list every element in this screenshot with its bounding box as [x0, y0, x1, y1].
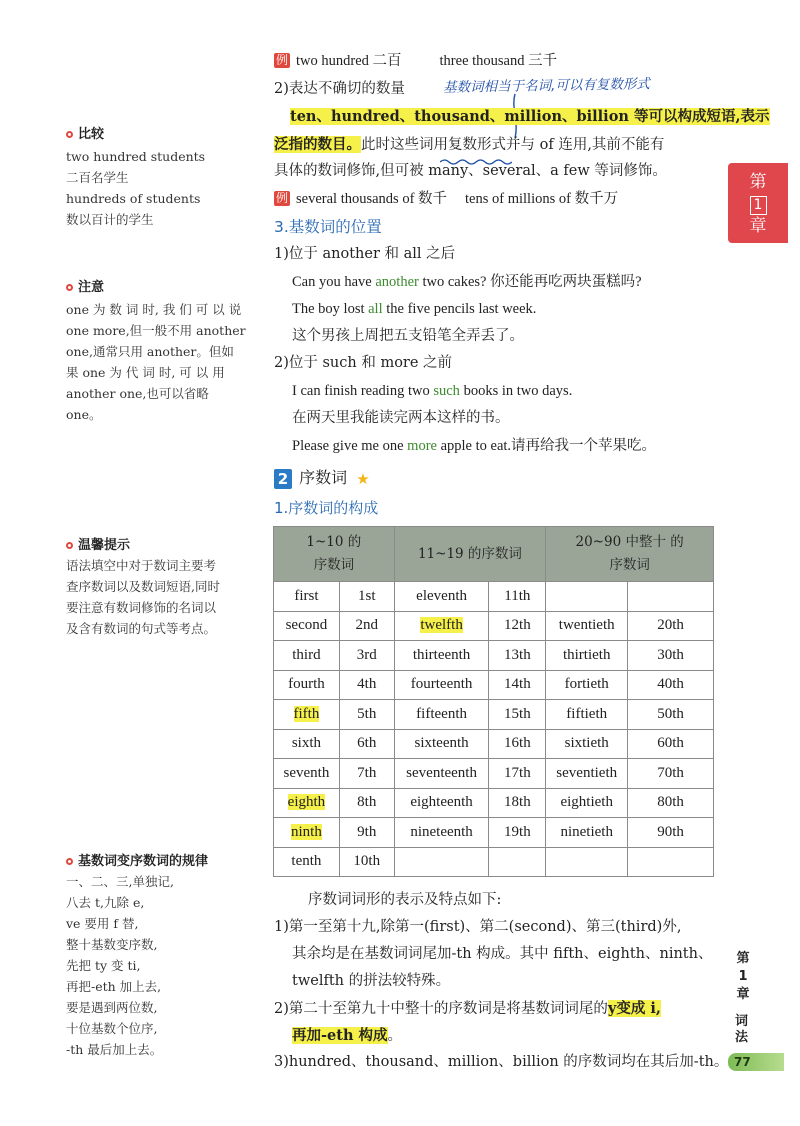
table-cell: [628, 847, 714, 877]
compare-line: hundreds of students: [66, 191, 201, 206]
table-row: [274, 670, 714, 700]
sentence-3: I can finish reading two such books in two days.: [292, 383, 573, 399]
sidebar-rule: [66, 850, 251, 1060]
table-cell: seventieth: [546, 759, 628, 789]
table-row: [274, 847, 714, 877]
table-cell: fourteenth: [394, 670, 489, 700]
tip-line: 及含有数词的句式等考点。: [66, 621, 217, 636]
table-cell: [394, 847, 489, 877]
rule-line: 一、二、三,单独记,: [66, 874, 174, 889]
table-cell: 40th: [628, 670, 714, 700]
table-cell: [489, 847, 546, 877]
footer-section: 词法: [735, 1014, 749, 1045]
tip-line: 语法填空中对于数词主要考: [66, 558, 217, 573]
bullet-icon: [66, 284, 73, 291]
tip-line: 查序数词以及数词短语,同时: [66, 579, 220, 594]
table-row: [274, 700, 714, 730]
chapter-tab[interactable]: [728, 163, 788, 243]
table-cell: 80th: [628, 788, 714, 818]
example-line-1: [274, 48, 557, 75]
table-cell: fifth: [274, 700, 340, 730]
paragraph-line-2: [274, 131, 664, 159]
table-cell: ninetieth: [546, 818, 628, 848]
table-cell: sixtieth: [546, 729, 628, 759]
rule-2b: 再加-eth 构成。: [292, 1027, 403, 1044]
point-1: 1)位于 another 和 all 之后: [274, 246, 456, 262]
compare-title: 比较: [78, 127, 105, 142]
table-row: [274, 818, 714, 848]
table-cell: 4th: [339, 670, 394, 700]
table-row: [274, 641, 714, 671]
page-number: 77: [734, 1055, 751, 1069]
table-cell: fortieth: [546, 670, 628, 700]
note-line: another one,也可以省略 one。: [66, 386, 209, 422]
keyword: more: [407, 438, 437, 454]
table-cell: 2nd: [339, 611, 394, 641]
table-cell: fiftieth: [546, 700, 628, 730]
table-cell: 8th: [339, 788, 394, 818]
rule-3: 3)hundred、thousand、million、billion 的序数词均在其后加-th。: [274, 1054, 729, 1070]
table-header: 1~10 的 序数词: [274, 527, 395, 582]
note-line: one,通常只用 another。但如: [66, 344, 234, 359]
table-cell: [628, 582, 714, 612]
example-label: 例: [276, 191, 289, 205]
table-cell: 11th: [489, 582, 546, 612]
table-cell: 6th: [339, 729, 394, 759]
rule-line: -th 最后加上去。: [66, 1042, 163, 1057]
keyword: all: [368, 301, 383, 317]
table-cell: fifteenth: [394, 700, 489, 730]
example-line-2: [274, 186, 618, 213]
table-cell: second: [274, 611, 340, 641]
table-cell: 16th: [489, 729, 546, 759]
table-cell: 3rd: [339, 641, 394, 671]
sentence-4: Please give me one more apple to eat.请再给我一个苹果吃。: [292, 438, 657, 454]
table-row: [274, 788, 714, 818]
table-cell: twentieth: [546, 611, 628, 641]
rule-line: 整十基数变序数,: [66, 937, 158, 952]
highlight-text: y变成 i,: [607, 1000, 661, 1017]
table-cell: 30th: [628, 641, 714, 671]
table-cell: 10th: [339, 847, 394, 877]
table-cell: 19th: [489, 818, 546, 848]
table-cell: third: [274, 641, 340, 671]
bullet-icon: [66, 858, 73, 865]
table-cell: 17th: [489, 759, 546, 789]
table-cell: 50th: [628, 700, 714, 730]
section-heading: 3.基数词的位置: [274, 218, 382, 236]
table-cell: 12th: [489, 611, 546, 641]
table-cell: seventeenth: [394, 759, 489, 789]
footer-chapter: 第 1 章: [736, 951, 750, 1002]
rule-line: 要是遇到两位数,: [66, 1000, 158, 1015]
section-title: 序数词: [299, 468, 348, 487]
table-header: 20~90 中整十 的序数词: [546, 527, 714, 582]
table-cell: ninth: [274, 818, 340, 848]
chapter-tab-top: 第: [749, 172, 767, 192]
rule-line: 八去 t,九除 e,: [66, 895, 145, 910]
subheading: 1.序数词的构成: [274, 499, 379, 517]
keyword: such: [433, 383, 460, 399]
section-2-heading: [274, 465, 370, 489]
highlight-text: 再加-eth 构成: [292, 1027, 388, 1044]
bullet-icon: [66, 542, 73, 549]
note-line: one more,但一般不用 another: [66, 323, 246, 338]
table-row: [274, 729, 714, 759]
table-cell: thirtieth: [546, 641, 628, 671]
paragraph-text: 此时这些词用复数形式并与 of 连用,其前不能有: [361, 137, 665, 153]
table-cell: 18th: [489, 788, 546, 818]
table-cell: nineteenth: [394, 818, 489, 848]
bullet-icon: [66, 131, 73, 138]
handwritten-note: 基数词相当于名词,可以有复数形式: [442, 76, 650, 96]
table-cell: 1st: [339, 582, 394, 612]
table-cell: seventh: [274, 759, 340, 789]
rule-1b: 其余均是在基数词词尾加-th 构成。其中 fifth、eighth、ninth、: [292, 946, 713, 962]
sidebar-note: [66, 276, 246, 425]
example-text: tens of millions of 数千万: [465, 191, 619, 207]
table-cell: twelfth: [394, 611, 489, 641]
point-2: 2)表达不确切的数量: [274, 81, 405, 97]
table-cell: 9th: [339, 818, 394, 848]
table-cell: eighteenth: [394, 788, 489, 818]
table-cell: eightieth: [546, 788, 628, 818]
table-header-row: [274, 527, 714, 582]
example-text: three thousand 三千: [439, 53, 558, 69]
rule-line: 先把 ty 变 ti,: [66, 958, 141, 973]
table-cell: 7th: [339, 759, 394, 789]
table-cell: 60th: [628, 729, 714, 759]
table-cell: thirteenth: [394, 641, 489, 671]
table-cell: eleventh: [394, 582, 489, 612]
keyword: another: [375, 274, 419, 290]
table-cell: 90th: [628, 818, 714, 848]
note-title: 注意: [78, 280, 105, 295]
table-cell: tenth: [274, 847, 340, 877]
table-row: [274, 582, 714, 612]
section-number: 2: [274, 469, 292, 489]
sentence-2: The boy lost all the five pencils last week.: [292, 301, 537, 317]
tip-line: 要注意有数词修饰的名词以: [66, 600, 217, 615]
rule-1c: twelfth 的拼法较特殊。: [292, 973, 451, 989]
example-label: 例: [276, 53, 289, 67]
table-cell: 5th: [339, 700, 394, 730]
note-line: 果 one 为 代 词 时, 可 以 用: [66, 365, 225, 380]
highlight-text: 泛指的数目。: [274, 136, 361, 153]
sidebar-compare: [66, 123, 251, 230]
ordinal-table: [273, 526, 714, 877]
page-number-bar: [728, 1053, 784, 1071]
tip-title: 温馨提示: [78, 538, 131, 553]
table-row: [274, 759, 714, 789]
rule-line: ve 要用 f 替,: [66, 916, 139, 931]
table-cell: 70th: [628, 759, 714, 789]
point-2b: 2)位于 such 和 more 之前: [274, 355, 453, 371]
table-cell: sixteenth: [394, 729, 489, 759]
note-line: one 为 数 词 时, 我 们 可 以 说: [66, 302, 242, 317]
compare-line: two hundred students: [66, 149, 206, 164]
sentence-2-cn: 这个男孩上周把五支铅笔全弄丢了。: [292, 328, 524, 344]
table-cell: fourth: [274, 670, 340, 700]
rule-line: 十位基数个位序,: [66, 1021, 158, 1036]
example-text: two hundred 二百: [296, 53, 402, 69]
paragraph-line-3: 具体的数词修饰,但可被 many、several、a few 等词修饰。: [274, 163, 667, 179]
sidebar-tip: [66, 534, 251, 639]
intro-line: 序数词词形的表示及特点如下:: [308, 892, 502, 908]
sentence-3-cn: 在两天里我能读完两本这样的书。: [292, 410, 510, 426]
highlight-text: ten、hundred、thousand、million、billion 等可以构成短语,表示: [290, 108, 770, 125]
table-cell: 15th: [489, 700, 546, 730]
table-cell: [546, 582, 628, 612]
rule-line: 再把-eth 加上去,: [66, 979, 162, 994]
table-cell: eighth: [274, 788, 340, 818]
star-icon: ★: [356, 470, 370, 488]
table-row: [274, 611, 714, 641]
example-text: several thousands of 数千: [296, 191, 448, 207]
table-cell: [546, 847, 628, 877]
table-cell: 13th: [489, 641, 546, 671]
rule-1a: 1)第一至第十九,除第一(first)、第二(second)、第三(third)外,: [274, 919, 682, 935]
compare-line: 数以百计的学生: [66, 212, 154, 227]
sentence-1: Can you have another two cakes? 你还能再吃两块蛋糕吗?: [292, 274, 642, 290]
compare-line: 二百名学生: [66, 170, 129, 185]
chapter-tab-num: 1: [728, 193, 788, 215]
table-cell: 14th: [489, 670, 546, 700]
chapter-tab-bottom: 章: [749, 216, 767, 236]
rule-title: 基数词变序数词的规律: [78, 854, 209, 869]
table-cell: sixth: [274, 729, 340, 759]
table-header: 11~19 的序数词: [394, 527, 546, 582]
paragraph-line-1: [290, 103, 770, 130]
table-cell: 20th: [628, 611, 714, 641]
table-cell: first: [274, 582, 340, 612]
rule-2a: 2)第二十至第九十中整十的序数词是将基数词词尾的y变成 i,: [274, 1000, 661, 1017]
